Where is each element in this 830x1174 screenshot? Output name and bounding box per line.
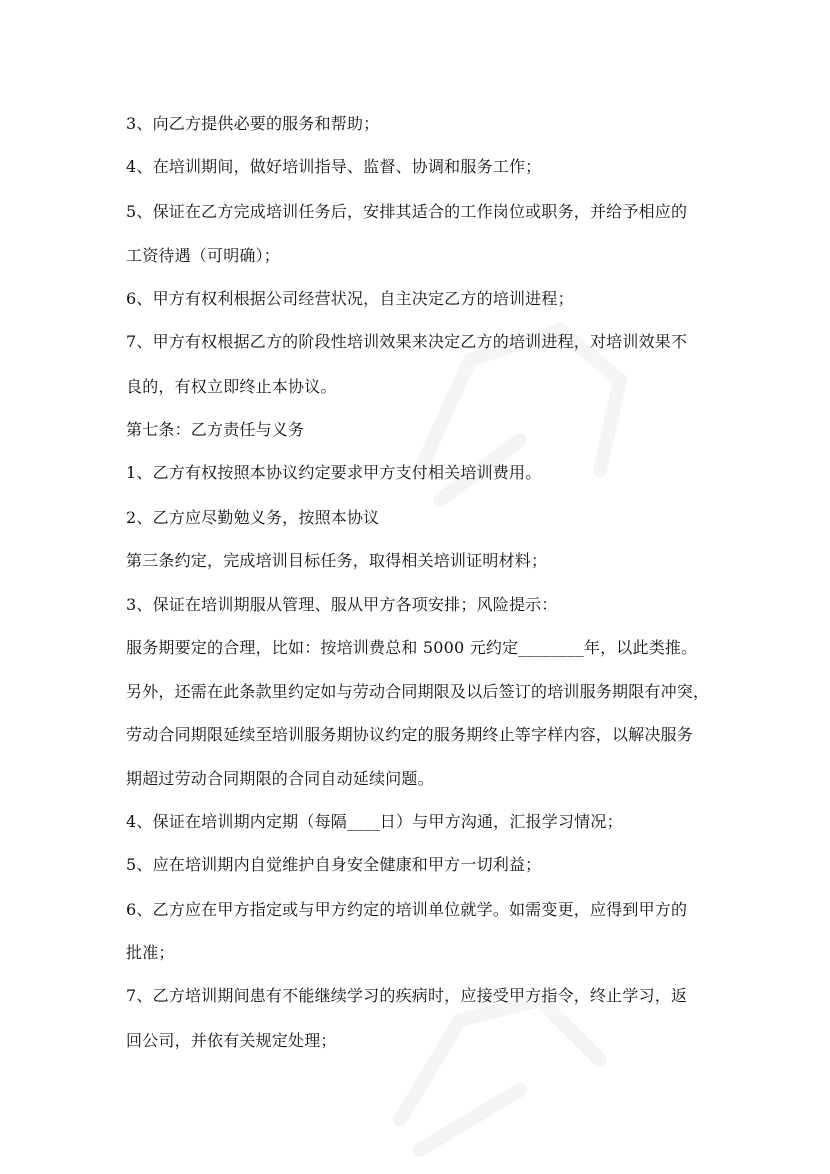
clause-line: 7、甲方有权根据乙方的阶段性培训效果来决定乙方的培训进程，对培训效果不 [126,332,688,351]
clause-line: 6、甲方有权利根据公司经营状况，自主决定乙方的培训进程； [126,289,574,308]
risk-note-line: 劳动合同期限延续至培训服务期协议约定的服务期终止等字样内容，以解决服务 [126,725,694,744]
clause-line: 6、乙方应在甲方指定或与甲方约定的培训单位就学。如需变更，应得到甲方的 [126,900,688,919]
clause-line: 2、乙方应尽勤勉义务，按照本协议 [126,508,380,527]
clause-line: 7、乙方培训期间患有不能继续学习的疾病时，应接受甲方指令，终止学习，返 [126,986,688,1005]
clause-line: 4、在培训期间，做好培训指导、监督、协调和服务工作； [126,157,542,176]
clause-line: 5、保证在乙方完成培训任务后，安排其适合的工作岗位或职务，并给予相应的 [126,202,688,221]
risk-note-line: 期超过劳动合同期限的合同自动延续问题。 [126,769,434,788]
clause-line: 3、向乙方提供必要的服务和帮助； [126,114,380,133]
clause-line: 工资待遇（可明确）； [126,246,281,265]
clause-line: 回公司，并依有关规定处理； [126,1031,337,1050]
clause-line: 1、乙方有权按照本协议约定要求甲方支付相关培训费用。 [126,463,542,482]
risk-note-line: 另外，还需在此条款里约定如与劳动合同期限及以后签订的培训服务期限有冲突， [126,682,710,701]
section-heading: 第七条：乙方责任与义务 [126,420,305,439]
clause-line: 4、保证在培训期内定期（每隔____日）与甲方沟通，汇报学习情况； [126,812,623,831]
clause-line: 良的，有权立即终止本协议。 [126,377,337,396]
clause-line: 第三条约定，完成培训目标任务，取得相关培训证明材料； [126,551,548,570]
clause-line: 5、应在培训期内自觉维护自身安全健康和甲方一切利益； [126,855,542,874]
clause-line: 3、保证在培训期服从管理、服从甲方各项安排；风险提示： [126,595,558,614]
clause-line: 批准； [126,943,175,962]
risk-note-line: 服务期要定的合理，比如：按培训费总和 5000 元约定________年，以此类推。 [126,638,698,657]
